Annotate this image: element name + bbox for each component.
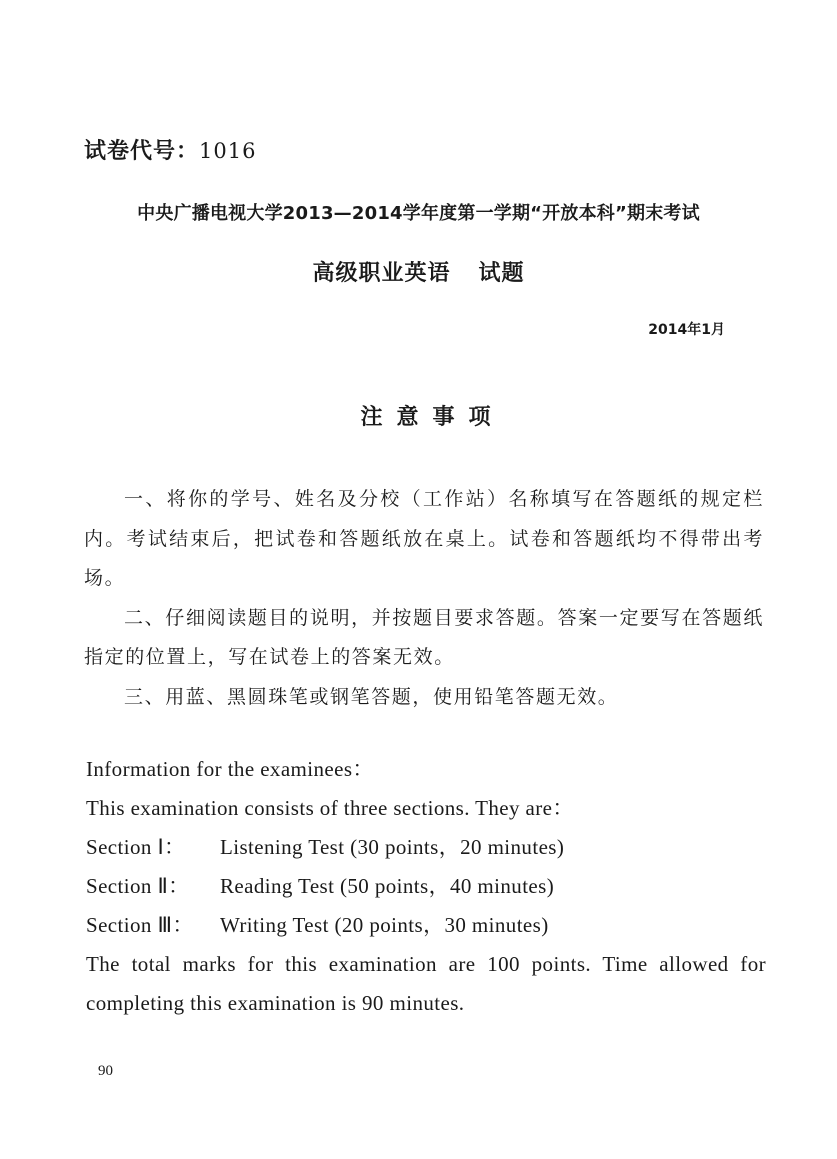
section-description: Writing Test (20 points，30 minutes) — [220, 913, 549, 937]
info-closing: The total marks for this examination are 100 points. Time allowed for completing this examination is 90 minutes. — [86, 952, 766, 1015]
exam-code-value: 1016 — [199, 139, 257, 163]
exam-code — [84, 134, 256, 165]
test-title-suffix: 试题 — [478, 261, 525, 286]
page-number: 90 — [98, 1063, 113, 1079]
university-exam-line: 中央广播电视大学2013—2014学年度第一学期“开放本科”期末考试 — [137, 203, 700, 224]
test-title — [0, 256, 837, 287]
notice-list — [84, 480, 764, 717]
section-label: Section Ⅲ： — [86, 913, 194, 937]
notice-title: 注意事项 — [360, 405, 505, 430]
notice-item: 一、将你的学号、姓名及分校（工作站）名称填写在答题纸的规定栏内。考试结束后，把试卷和答题纸放在桌上。试卷和答题纸均不得带出考场。 — [84, 488, 764, 589]
exam-code-label: 试卷代号： — [84, 139, 200, 164]
section-label: Section Ⅱ： — [86, 874, 190, 898]
notice-item: 三、用蓝、黑圆珠笔或钢笔答题，使用铅笔答题无效。 — [124, 685, 619, 708]
info-intro: This examination consists of three sections. They are： — [86, 796, 574, 820]
section-label: Section Ⅰ： — [86, 835, 186, 859]
test-title-subject: 高级职业英语 — [312, 261, 451, 286]
section-description: Listening Test (30 points，20 minutes) — [220, 835, 565, 859]
section-description: Reading Test (50 points，40 minutes) — [220, 874, 555, 898]
exam-date: 2014年1月 — [648, 322, 725, 338]
notice-item: 二、仔细阅读题目的说明，并按题目要求答题。答案一定要写在答题纸指定的位置上，写在试卷上的答案无效。 — [84, 606, 764, 668]
section-row — [86, 867, 766, 906]
examinee-information — [86, 750, 766, 1023]
section-row — [86, 906, 766, 945]
section-row — [86, 828, 766, 867]
info-heading: Information for the examinees： — [86, 757, 374, 781]
